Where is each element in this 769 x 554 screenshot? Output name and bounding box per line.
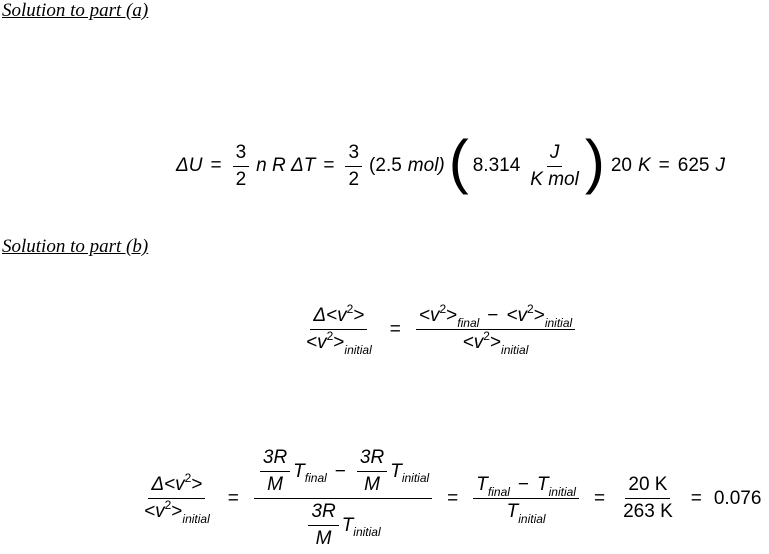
fraction-numerator: 3 <box>345 142 362 167</box>
fraction-numerator: $\Delta<v^2>$ <box>310 305 367 330</box>
equals-sign: = <box>210 155 222 176</box>
unit-numerator: J <box>547 142 563 167</box>
fraction-denominator: $T_{initial}$ <box>506 501 546 526</box>
velocity-difference-fraction <box>416 302 575 357</box>
fraction-denominator: 263 K <box>623 501 673 522</box>
delta-t-unit: K <box>637 155 651 176</box>
equals-sign: = <box>389 318 401 340</box>
numeric-temperature-fraction <box>620 474 676 523</box>
relative-change-fraction <box>303 302 375 357</box>
delta-u: ΔU <box>176 155 203 176</box>
result-value: 625 <box>677 155 710 176</box>
three-r-over-m: $\frac{3R}{M}$ <box>357 447 387 496</box>
three-r-over-m: $\frac{3R}{M}$ <box>260 447 290 496</box>
temperature-difference-fraction <box>473 474 579 526</box>
part-a-equation <box>176 128 725 196</box>
part-b-equation-2 <box>138 447 761 550</box>
fraction-denominator: $\frac{3R}{M}$ T initial <box>302 499 383 550</box>
fraction-denominator: 2 <box>348 168 360 190</box>
fraction-numerator: 3 <box>233 142 250 167</box>
n-r-delta-t: n R ΔT <box>256 155 316 176</box>
gas-constant-unit <box>527 142 582 191</box>
fraction-numerator: $\Delta<v^2>$ <box>148 474 205 499</box>
part-b-heading: Solution to part (b) <box>2 236 149 257</box>
relative-change-fraction <box>141 471 213 526</box>
gas-constant-value: 8.314 <box>472 155 521 176</box>
fraction-three-halves <box>233 142 250 191</box>
left-paren: ( <box>448 128 469 195</box>
fraction-numerator: $<v^2>_{final} - <v^2>_{initial}$ <box>416 305 575 330</box>
equals-sign: = <box>447 487 459 509</box>
part-a-heading: Solution to part (a) <box>2 0 149 21</box>
fraction-numerator: $\frac{3R}{M}$ T final − $\frac{3R}{M}$ T initial <box>254 447 432 499</box>
unit-denominator: K mol <box>530 168 579 190</box>
equals-sign: = <box>227 487 239 509</box>
final-result: 0.076 <box>713 487 762 509</box>
delta-t-value: 20 <box>610 155 632 176</box>
moles-value: (2.5 <box>369 155 402 176</box>
fraction-denominator: $<v^2>_{initial}$ <box>462 329 529 357</box>
three-r-over-m: $\frac{3R}{M}$ <box>308 501 338 550</box>
equals-sign: = <box>593 487 606 509</box>
fraction-numerator: 20 K <box>625 474 670 499</box>
part-b-equation-1 <box>300 302 578 357</box>
kinetic-temperature-fraction <box>254 447 432 550</box>
right-paren: ) <box>584 128 605 195</box>
fraction-three-halves-2 <box>345 142 362 191</box>
fraction-denominator: 2 <box>235 168 247 190</box>
fraction-denominator: $<v^2>_{initial}$ <box>144 498 210 526</box>
equals-sign: = <box>690 487 702 509</box>
equals-sign: = <box>658 155 670 176</box>
result-unit: J <box>715 155 725 176</box>
moles-unit: mol) <box>407 155 445 176</box>
equals-sign: = <box>323 155 335 176</box>
fraction-denominator: $<v^2>_{initial}$ <box>306 329 372 357</box>
fraction-numerator: $T_{final} - T_{initial}$ <box>473 474 579 499</box>
